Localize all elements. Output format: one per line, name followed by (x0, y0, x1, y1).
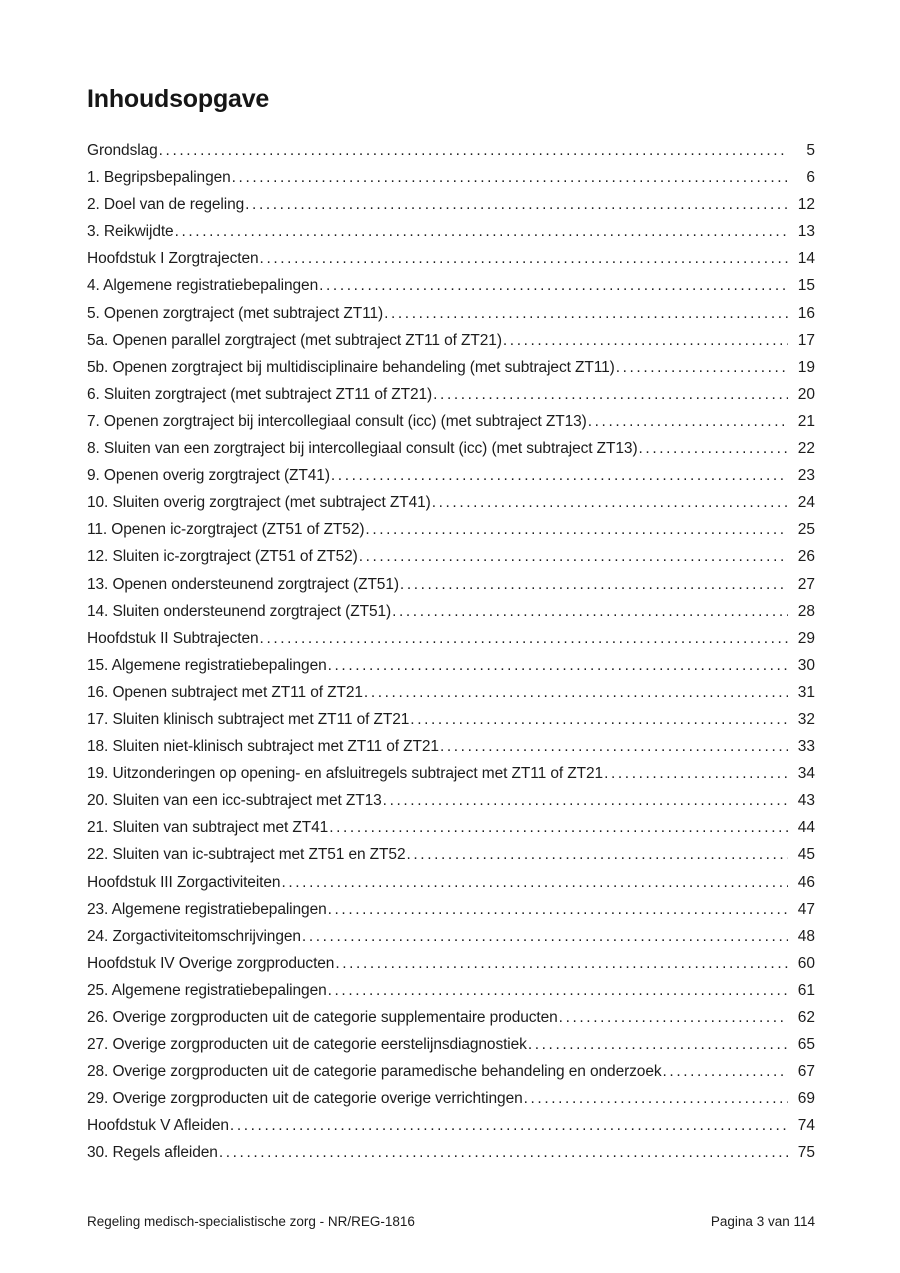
toc-entry-label: 6. Sluiten zorgtraject (met subtraject ZT11 of ZT21) (87, 385, 433, 403)
toc-entry[interactable] (87, 733, 815, 760)
toc-entry[interactable] (87, 1085, 815, 1112)
toc-leader-dots (219, 1139, 788, 1166)
toc-entry-page: 17 (797, 331, 815, 349)
toc-entry-label: 22. Sluiten van ic-subtraject met ZT51 en ZT52 (87, 846, 406, 864)
toc-entry-page: 75 (797, 1144, 815, 1162)
toc-entry[interactable] (87, 543, 815, 570)
toc-entry-page: 62 (797, 1009, 815, 1026)
toc-entry-label: 5b. Openen zorgtraject bij multidisciplinaire behandeling (met subtraject ZT11) (87, 358, 615, 376)
toc-entry-page: 5 (806, 142, 815, 159)
toc-entry[interactable] (87, 300, 815, 327)
toc-leader-dots (302, 923, 788, 950)
toc-entry-page: 27 (797, 575, 815, 593)
toc-entry-page: 33 (797, 738, 815, 756)
toc-entry-label: 26. Overige zorgproducten uit de categorie supplementaire producten (87, 1009, 558, 1026)
toc-leader-dots (433, 381, 788, 408)
toc-entry-page: 61 (797, 981, 815, 999)
toc-leader-dots (232, 164, 788, 191)
toc-entry-page: 23 (797, 467, 815, 485)
toc-entry-label: 29. Overige zorgproducten uit de categorie overige verrichtingen (87, 1090, 523, 1108)
toc-entry-page: 29 (797, 629, 815, 647)
toc-entry-label: 23. Algemene registratiebepalingen (87, 900, 327, 918)
footer-document-title: Regeling medisch-specialistische zorg - NR/REG-1816 (87, 1214, 415, 1229)
toc-leader-dots (410, 706, 788, 733)
toc-entry-label: 25. Algemene registratiebepalingen (87, 981, 327, 999)
table-of-contents (87, 137, 815, 1167)
toc-leader-dots (175, 218, 788, 245)
toc-entry-label: 18. Sluiten niet-klinisch subtraject met ZT11 of ZT21 (87, 738, 439, 756)
toc-leader-dots (503, 327, 788, 354)
toc-leader-dots (245, 191, 788, 218)
toc-entry-page: 65 (797, 1036, 815, 1054)
toc-entry-label: 14. Sluiten ondersteunend zorgtraject (ZT51) (87, 602, 392, 620)
toc-leader-dots (260, 625, 788, 652)
toc-entry-page: 13 (797, 223, 815, 241)
toc-leader-dots (260, 245, 788, 272)
toc-leader-dots (359, 543, 788, 570)
toc-entry-label: 13. Openen ondersteunend zorgtraject (ZT51) (87, 575, 399, 593)
toc-entry[interactable] (87, 760, 815, 787)
toc-entry-page: 16 (797, 304, 815, 322)
toc-entry[interactable] (87, 408, 815, 435)
toc-leader-dots (383, 787, 788, 814)
toc-entry[interactable] (87, 625, 815, 652)
toc-entry-page: 25 (797, 521, 815, 539)
toc-entry-page: 67 (797, 1063, 815, 1081)
toc-leader-dots (559, 1004, 788, 1031)
toc-entry[interactable] (87, 841, 815, 868)
toc-leader-dots (364, 679, 788, 706)
toc-entry-page: 69 (797, 1090, 815, 1108)
toc-entry-page: 44 (797, 819, 815, 837)
toc-entry-page: 28 (797, 602, 815, 620)
toc-entry-page: 46 (797, 873, 815, 891)
toc-entry-label: 2. Doel van de regeling (87, 196, 245, 214)
toc-entry-label: 5. Openen zorgtraject (met subtraject ZT11) (87, 304, 384, 322)
toc-entry-label: Hoofdstuk IV Overige zorgproducten (87, 954, 335, 972)
toc-entry[interactable] (87, 814, 815, 841)
toc-leader-dots (329, 814, 788, 841)
toc-entry-page: 21 (797, 412, 815, 430)
toc-entry[interactable] (87, 354, 815, 381)
toc-leader-dots (616, 354, 788, 381)
toc-entry[interactable] (87, 1112, 815, 1139)
toc-leader-dots (365, 516, 788, 543)
toc-entry[interactable] (87, 327, 815, 354)
toc-entry[interactable] (87, 950, 815, 977)
toc-leader-dots (406, 841, 788, 868)
toc-entry-label: 1. Begripsbepalingen (87, 169, 231, 187)
toc-entry-page: 32 (797, 710, 815, 728)
toc-entry[interactable] (87, 164, 815, 191)
toc-entry-label: 20. Sluiten van een icc-subtraject met ZT13 (87, 792, 382, 810)
toc-entry[interactable] (87, 137, 815, 164)
toc-entry-label: 12. Sluiten ic-zorgtraject (ZT51 of ZT52) (87, 548, 358, 566)
toc-leader-dots (335, 950, 788, 977)
toc-leader-dots (281, 869, 788, 896)
toc-entry-page: 12 (797, 196, 815, 214)
toc-entry[interactable] (87, 381, 815, 408)
toc-entry[interactable] (87, 571, 815, 598)
toc-entry-page: 74 (797, 1117, 815, 1135)
toc-entry[interactable] (87, 191, 815, 218)
toc-leader-dots (440, 733, 788, 760)
toc-entry[interactable] (87, 1058, 815, 1085)
toc-entry-page: 45 (797, 846, 815, 864)
toc-leader-dots (392, 598, 788, 625)
toc-leader-dots (384, 300, 788, 327)
toc-entry-page: 6 (806, 169, 815, 187)
toc-entry-label: Hoofdstuk V Afleiden (87, 1117, 229, 1135)
toc-entry-label: 10. Sluiten overig zorgtraject (met subtraject ZT41) (87, 494, 431, 512)
toc-entry[interactable] (87, 1031, 815, 1058)
toc-entry-label: 11. Openen ic-zorgtraject (ZT51 of ZT52) (87, 521, 365, 539)
toc-entry[interactable] (87, 435, 815, 462)
toc-leader-dots (331, 462, 788, 489)
toc-entry-page: 30 (797, 656, 815, 674)
toc-leader-dots (328, 977, 788, 1004)
toc-entry-label: Grondslag (87, 142, 158, 159)
toc-entry-page: 22 (797, 440, 815, 458)
page-content (87, 0, 815, 1167)
toc-entry-label: 30. Regels afleiden (87, 1144, 218, 1162)
toc-entry-label: 3. Reikwijdte (87, 223, 174, 241)
toc-leader-dots (588, 408, 788, 435)
toc-entry[interactable] (87, 516, 815, 543)
toc-leader-dots (328, 652, 788, 679)
toc-entry-label: 9. Openen overig zorgtraject (ZT41) (87, 467, 330, 485)
toc-entry-page: 15 (797, 277, 815, 295)
toc-entry[interactable] (87, 218, 815, 245)
toc-entry-label: 4. Algemene registratiebepalingen (87, 277, 319, 295)
toc-leader-dots (663, 1058, 789, 1085)
toc-entry-label: 17. Sluiten klinisch subtraject met ZT11 of ZT21 (87, 710, 410, 728)
toc-entry-label: 5a. Openen parallel zorgtraject (met subtraject ZT11 of ZT21) (87, 331, 502, 349)
toc-entry[interactable] (87, 787, 815, 814)
toc-leader-dots (639, 435, 788, 462)
toc-leader-dots (319, 272, 788, 299)
toc-entry-page: 60 (797, 954, 815, 972)
toc-entry-label: 7. Openen zorgtraject bij intercollegiaal consult (icc) (met subtraject ZT13) (87, 412, 587, 430)
toc-leader-dots (432, 489, 788, 516)
toc-entry[interactable] (87, 869, 815, 896)
toc-entry-label: Hoofdstuk I Zorgtrajecten (87, 250, 259, 268)
toc-entry[interactable] (87, 652, 815, 679)
toc-entry-page: 34 (797, 765, 815, 783)
toc-entry-page: 43 (797, 792, 815, 810)
toc-entry-label: Hoofdstuk III Zorgactiviteiten (87, 873, 281, 891)
toc-entry[interactable] (87, 896, 815, 923)
page-footer (87, 1213, 815, 1230)
toc-entry-page: 19 (797, 358, 815, 376)
toc-entry-page: 20 (797, 385, 815, 403)
toc-entry[interactable] (87, 598, 815, 625)
toc-entry-page: 31 (797, 683, 815, 701)
toc-entry[interactable] (87, 1004, 815, 1031)
toc-entry-label: 27. Overige zorgproducten uit de categorie eerstelijnsdiagnostiek (87, 1036, 527, 1054)
toc-entry-page: 26 (797, 548, 815, 566)
toc-entry[interactable] (87, 272, 815, 299)
toc-entry-page: 48 (797, 927, 815, 945)
toc-entry-label: 21. Sluiten van subtraject met ZT41 (87, 819, 329, 837)
toc-entry[interactable] (87, 1139, 815, 1166)
toc-entry-label: 8. Sluiten van een zorgtraject bij intercollegiaal consult (icc) (met subtraject ZT13) (87, 440, 638, 458)
toc-leader-dots (528, 1031, 788, 1058)
toc-entry-label: Hoofdstuk II Subtrajecten (87, 629, 259, 647)
toc-leader-dots (230, 1112, 788, 1139)
page-title: Inhoudsopgave (87, 85, 270, 113)
toc-entry[interactable] (87, 706, 815, 733)
toc-entry-label: 28. Overige zorgproducten uit de categorie paramedische behandeling en onderzoek (87, 1063, 662, 1081)
toc-leader-dots (328, 896, 788, 923)
toc-entry[interactable] (87, 923, 815, 950)
toc-entry[interactable] (87, 462, 815, 489)
toc-entry[interactable] (87, 679, 815, 706)
footer-page-indicator: Pagina 3 van 114 (710, 1214, 815, 1229)
toc-entry[interactable] (87, 977, 815, 1004)
toc-entry-label: 24. Zorgactiviteitomschrijvingen (87, 927, 301, 945)
toc-entry-page: 24 (797, 494, 815, 512)
toc-entry[interactable] (87, 245, 815, 272)
toc-leader-dots (400, 571, 788, 598)
toc-entry-label: 19. Uitzonderingen op opening- en afsluitregels subtraject met ZT11 of ZT21 (87, 765, 604, 783)
toc-leader-dots (604, 760, 788, 787)
toc-entry[interactable] (87, 489, 815, 516)
toc-entry-page: 14 (797, 250, 815, 268)
toc-entry-label: 15. Algemene registratiebepalingen (87, 656, 327, 674)
toc-leader-dots (524, 1085, 788, 1112)
toc-entry-label: 16. Openen subtraject met ZT11 of ZT21 (87, 683, 363, 701)
toc-leader-dots (159, 137, 788, 164)
toc-entry-page: 47 (797, 900, 815, 918)
